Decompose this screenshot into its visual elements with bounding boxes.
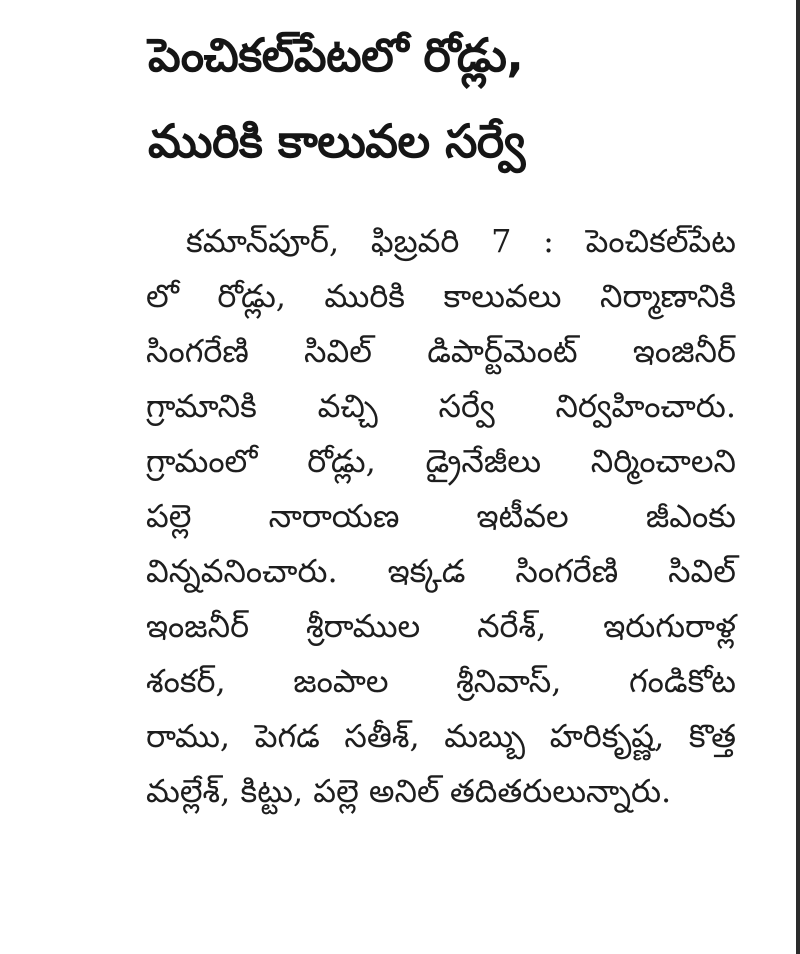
page-edge-border (796, 0, 800, 954)
article-line-4: గ్రామానికి వచ్చి సర్వే నిర్వహించారు. (146, 387, 736, 425)
article-line-7: విన్నవనించారు. ఇక్కడ సింగరేణి సివిల్‌ (146, 552, 736, 590)
headline-line-1: పెంచికల్‌పేటలో రోడ్లు, (148, 28, 524, 82)
article-line-3: సింగరేణి సివిల్‌ డిపార్ట్‌మెంట్‌ ఇంజినీర్‌ (146, 332, 736, 370)
article-line-5: గ్రామంలో రోడ్లు, డ్రైనేజీలు నిర్మించాలని (146, 442, 736, 480)
article-line-10: రాము, పెగడ సతీశ్‌, మబ్బు హరికృష్ణ, కొత్త (146, 717, 736, 755)
article-body (146, 214, 736, 819)
headline (148, 12, 668, 184)
article-line-8: ఇంజనీర్‌ శ్రీరాముల నరేశ్‌, ఇరుగురాళ్ల (146, 607, 736, 645)
article-line-2: లో రోడ్లు, మురికి కాలువలు నిర్మాణానికి (146, 277, 736, 315)
article-line-11: మల్లేశ్‌, కిట్టు, పల్లె అనిల్‌ తదితరులున్నారు. (146, 772, 672, 810)
article-line-9: శంకర్‌, జంపాల శ్రీనివాస్‌, గండికోట (146, 662, 736, 700)
article-line-1: కమాన్‌పూర్‌, ఫిబ్రవరి 7 : పెంచికల్‌పేట (186, 222, 736, 260)
article-line-6: పల్లె నారాయణ ఇటీవల జీఎంకు (146, 497, 736, 535)
headline-line-2: మురికి కాలువల సర్వే (148, 114, 525, 168)
